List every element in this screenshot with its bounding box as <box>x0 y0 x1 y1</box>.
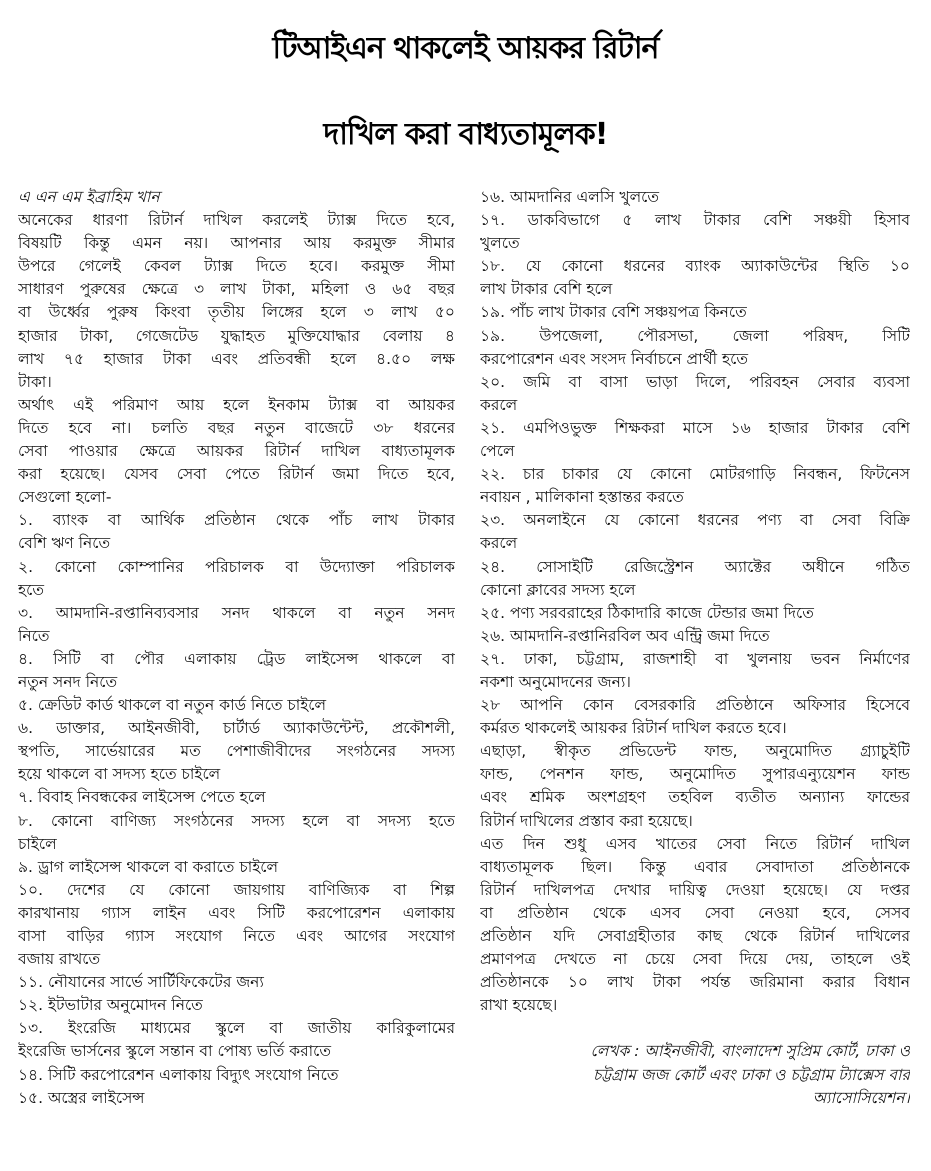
text-line: ২৫. পণ্য সরবরাহের ঠিকাদারি কাজে টেন্ডার জমা দিতে <box>480 603 814 622</box>
text-line: ২২. চার চাকার যে কোনো মোটরগাড়ি নিবন্ধন, ফিটনেস <box>480 465 910 484</box>
text-line: নিতে <box>18 626 50 645</box>
text-line: ১১. নৌযানের সার্ভে সার্টিফিকেটের জন্য <box>18 973 264 992</box>
text-line: নকশা অনুমোদনের জন্য। <box>480 672 631 691</box>
text-line: করা হয়েছে। যেসব সেবা পেতে রিটার্ন জমা দিতে হবে, <box>18 465 455 484</box>
text-line: ২১. এমপিওভুক্ত শিক্ষকরা মাসে ১৬ হাজার টাকার বেশি <box>480 418 910 437</box>
text-line: সাধারণ পুরুষের ক্ষেত্রে ৩ লাখ টাকা, মহিলা ও ৬৫ বছর <box>18 280 455 299</box>
text-line: কারখানায় গ্যাস লাইন এবং সিটি করপোরেশন এলাকায় <box>18 903 455 922</box>
text-line: ৪. সিটি বা পৌর এলাকায় ট্রেড লাইসেন্স থাকলে বা <box>18 649 455 668</box>
text-line: নবায়ন , মালিকানা হস্তান্তর করতে <box>480 488 684 507</box>
text-line: হাজার টাকা, গেজেটেড যুদ্ধাহত মুক্তিযোদ্ধার বেলায় ৪ <box>18 326 455 345</box>
text-line: লাখ টাকার বেশি হলে <box>480 280 613 299</box>
text-line: ৭. বিবাহ নিবন্ধকের লাইসেন্স পেতে হলে <box>18 788 266 807</box>
text-line: টাকা। <box>18 372 52 391</box>
text-line: করলে <box>480 534 518 553</box>
left-column-body <box>18 209 455 1110</box>
text-line: লেখক : আইনজীবী, বাংলাদেশ সুপ্রিম কোর্ট, ঢাকা ও <box>590 1042 910 1061</box>
text-line: ৯. ড্রাগ লাইসেন্স থাকলে বা করাতে চাইলে <box>18 857 279 876</box>
text-line: ৩. আমদানি-রপ্তানিব্যবসার সনদ থাকলে বা নতুন সনদ <box>18 603 455 622</box>
text-line: প্রতিষ্ঠান যদি সেবাগ্রহীতার কাছ থেকে রিটার্ন দাখিলের <box>480 927 910 945</box>
author-note <box>480 1040 910 1109</box>
text-line: চাইলে <box>18 834 57 853</box>
text-line: প্রতিষ্ঠানকে ১০ লাখ টাকা পর্যন্ত জরিমানা করার বিধান <box>480 973 910 992</box>
right-column-body <box>480 186 910 1017</box>
text-line: কোনো ক্লাবের সদস্য হলে <box>480 580 636 599</box>
text-line: বজায় রাখতে <box>18 950 101 969</box>
text-line: ২৪. সোসাইটি রেজিস্ট্রেশন অ্যাক্টের অধীনে গঠিত <box>480 557 910 576</box>
text-line: ২৮ আপনি কোন বেসরকারি প্রতিষ্ঠানে অফিসার হিসেবে <box>480 696 910 715</box>
left-column <box>18 186 455 1110</box>
headline-line-1: টিআইএন থাকলেই আয়কর রিটার্ন <box>272 31 659 66</box>
text-line: লাখ ৭৫ হাজার টাকা এবং প্রতিবন্ধী হলে ৪.৫০ লক্ষ <box>18 349 455 368</box>
text-line: স্থপতি, সার্ভেয়ারের মত পেশাজীবীদের সংগঠনের সদস্য <box>18 742 455 761</box>
text-line: অ্যাসোসিয়েশন। <box>812 1088 910 1107</box>
text-line: ২. কোনো কোম্পানির পরিচালক বা উদ্যোক্তা পরিচালক <box>18 557 455 576</box>
text-line: করপোরেশন এবং সংসদ নির্বাচনে প্রার্থী হতে <box>480 349 749 368</box>
text-line: বা প্রতিষ্ঠান থেকে এসব সেবা নেওয়া হবে, সেসব <box>480 903 910 922</box>
text-line: বাসা বাড়ির গ্যাস সংযোগ নিতে এবং আগের সংযোগ <box>18 927 455 945</box>
text-line: বাধ্যতামূলক ছিল। কিন্তু এবার সেবাদাতা প্রতিষ্ঠানকে <box>480 857 910 876</box>
text-line: খুলতে <box>480 234 520 253</box>
text-line: ৬. ডাক্তার, আইনজীবী, চার্টার্ড অ্যাকাউন্টেন্ট, প্রকৌশলী, <box>18 719 455 738</box>
text-line: উপরে গেলেই কেবল ট্যাক্স দিতে হবে। করমুক্ত সীমা <box>18 257 455 276</box>
text-line: এত দিন শুধু এসব খাতের সেবা নিতে রিটার্ন দাখিল <box>480 834 910 853</box>
text-line: দিতে হবে না। চলতি বছর নতুন বাজেটে ৩৮ ধরনের <box>18 418 455 437</box>
text-line: ৮. কোনো বাণিজ্য সংগঠনের সদস্য হলে বা সদস্য হতে <box>18 811 455 830</box>
text-line: নতুন সনদ নিতে <box>18 672 118 691</box>
text-line: হয়ে থাকলে বা সদস্য হতে চাইলে <box>18 765 221 784</box>
text-line: ২৭. ঢাকা, চট্টগ্রাম, রাজশাহী বা খুলনায় ভবন নির্মাণের <box>480 649 910 668</box>
text-line: বেশি ঋণ নিতে <box>18 534 111 553</box>
text-line: রাখা হয়েছে। <box>480 996 558 1015</box>
right-column <box>480 186 910 1110</box>
text-line: অর্থাৎ এই পরিমাণ আয় হলে ইনকাম ট্যাক্স বা আয়কর <box>18 395 455 414</box>
text-line: প্রমাণপত্র দেখতে না চেয়ে সেবা দিয়ে দেয়, তাহলে ওই <box>480 950 910 969</box>
text-line: বা উর্ধ্বের পুরুষ কিংবা তৃতীয় লিঙ্গের হলে ৩ লাখ ৫০ <box>18 303 455 322</box>
text-line: ১৩. ইংরেজি মাধ্যমের স্কুলে বা জাতীয় কারিকুলামের <box>18 1019 455 1038</box>
text-line: ২৬. আমদানি-রপ্তানিরবিল অব এন্ট্রি জমা দিতে <box>480 626 770 645</box>
text-line: পেলে <box>480 442 515 461</box>
byline: এ এন এম ইব্রাহিম খান <box>18 188 160 206</box>
text-line: ১. ব্যাংক বা আর্থিক প্রতিষ্ঠান থেকে পাঁচ লাখ টাকার <box>18 511 455 530</box>
text-line: ১৪. সিটি করপোরেশন এলাকায় বিদ্যুৎ সংযোগ নিতে <box>18 1065 339 1084</box>
text-line: ১৭. ডাকবিভাগে ৫ লাখ টাকার বেশি সঞ্চয়ী হিসাব <box>480 211 910 230</box>
text-line: ১৫. অস্ত্রের লাইসেন্স <box>18 1088 145 1107</box>
text-line: অনেকের ধারণা রিটার্ন দাখিল করলেই ট্যাক্স দিতে হবে, <box>18 211 455 230</box>
text-line: সেগুলো হলো- <box>18 488 112 507</box>
text-line: ইংরেজি ভার্সনের স্কুলে সন্তান বা পোষ্য ভর্তি করাতে <box>18 1042 331 1061</box>
spacer <box>480 1017 910 1040</box>
text-line: ২৩. অনলাইনে যে কোনো ধরনের পণ্য বা সেবা বিক্রি <box>480 511 910 530</box>
text-line: ৫. ক্রেডিট কার্ড থাকলে বা নতুন কার্ড নিতে চাইলে <box>18 696 327 715</box>
text-line: সেবা পাওয়ার ক্ষেত্রে আয়কর রিটার্ন দাখিল বাধ্যতামূলক <box>18 442 455 461</box>
text-line: ২০. জমি বা বাসা ভাড়া দিলে, পরিবহন সেবার ব্যবসা <box>480 372 910 391</box>
text-line: ১২. ইটভাটার অনুমোদন নিতে <box>18 996 203 1015</box>
text-line: ১৯. পাঁচ লাখ টাকার বেশি সঞ্চয়পত্র কিনতে <box>480 303 747 322</box>
text-line: এবং শ্রমিক অংশগ্রহণ তহবিল ব্যতীত অন্যান্য ফান্ডের <box>480 788 910 807</box>
text-line: ফান্ড, পেনশন ফান্ড, অনুমোদিত সুপারএন্যুয়েশন ফান্ড <box>480 765 910 784</box>
text-line: চট্টগ্রাম জজ কোর্ট এবং ঢাকা ও চট্টগ্রাম ট্যাক্সেস বার <box>593 1065 910 1084</box>
text-line: রিটার্ন দাখিলের প্রস্তাব করা হয়েছে। <box>480 811 693 830</box>
text-line: করলে <box>480 395 518 414</box>
text-line: ১০. দেশের যে কোনো জায়গায় বাণিজ্যিক বা শিল্প <box>18 880 455 899</box>
text-line: বিষয়টি কিন্তু এমন নয়। আপনার আয় করমুক্ত সীমার <box>18 234 455 253</box>
text-line: ১৯. উপজেলা, পৌরসভা, জেলা পরিষদ, সিটি <box>480 326 910 345</box>
text-line: কর্মরত থাকলেই আয়কর রিটার্ন দাখিল করতে হবে। <box>480 719 787 738</box>
text-line: এছাড়া, স্বীকৃত প্রভিডেন্ট ফান্ড, অনুমোদিত গ্র্যাচুইটি <box>480 742 910 761</box>
text-line: হতে <box>18 580 45 599</box>
text-line: ১৬. আমদানির এলসি খুলতে <box>480 188 659 206</box>
text-line: রিটার্ন দাখিলপত্র দেখার দায়িত্ব দেওয়া হয়েছে। যে দপ্তর <box>480 880 910 899</box>
text-line: ১৮. যে কোনো ধরনের ব্যাংক অ্যাকাউন্টের স্থিতি ১০ <box>480 257 910 276</box>
headline-line-2: দাখিল করা বাধ্যতামূলক! <box>323 117 608 152</box>
